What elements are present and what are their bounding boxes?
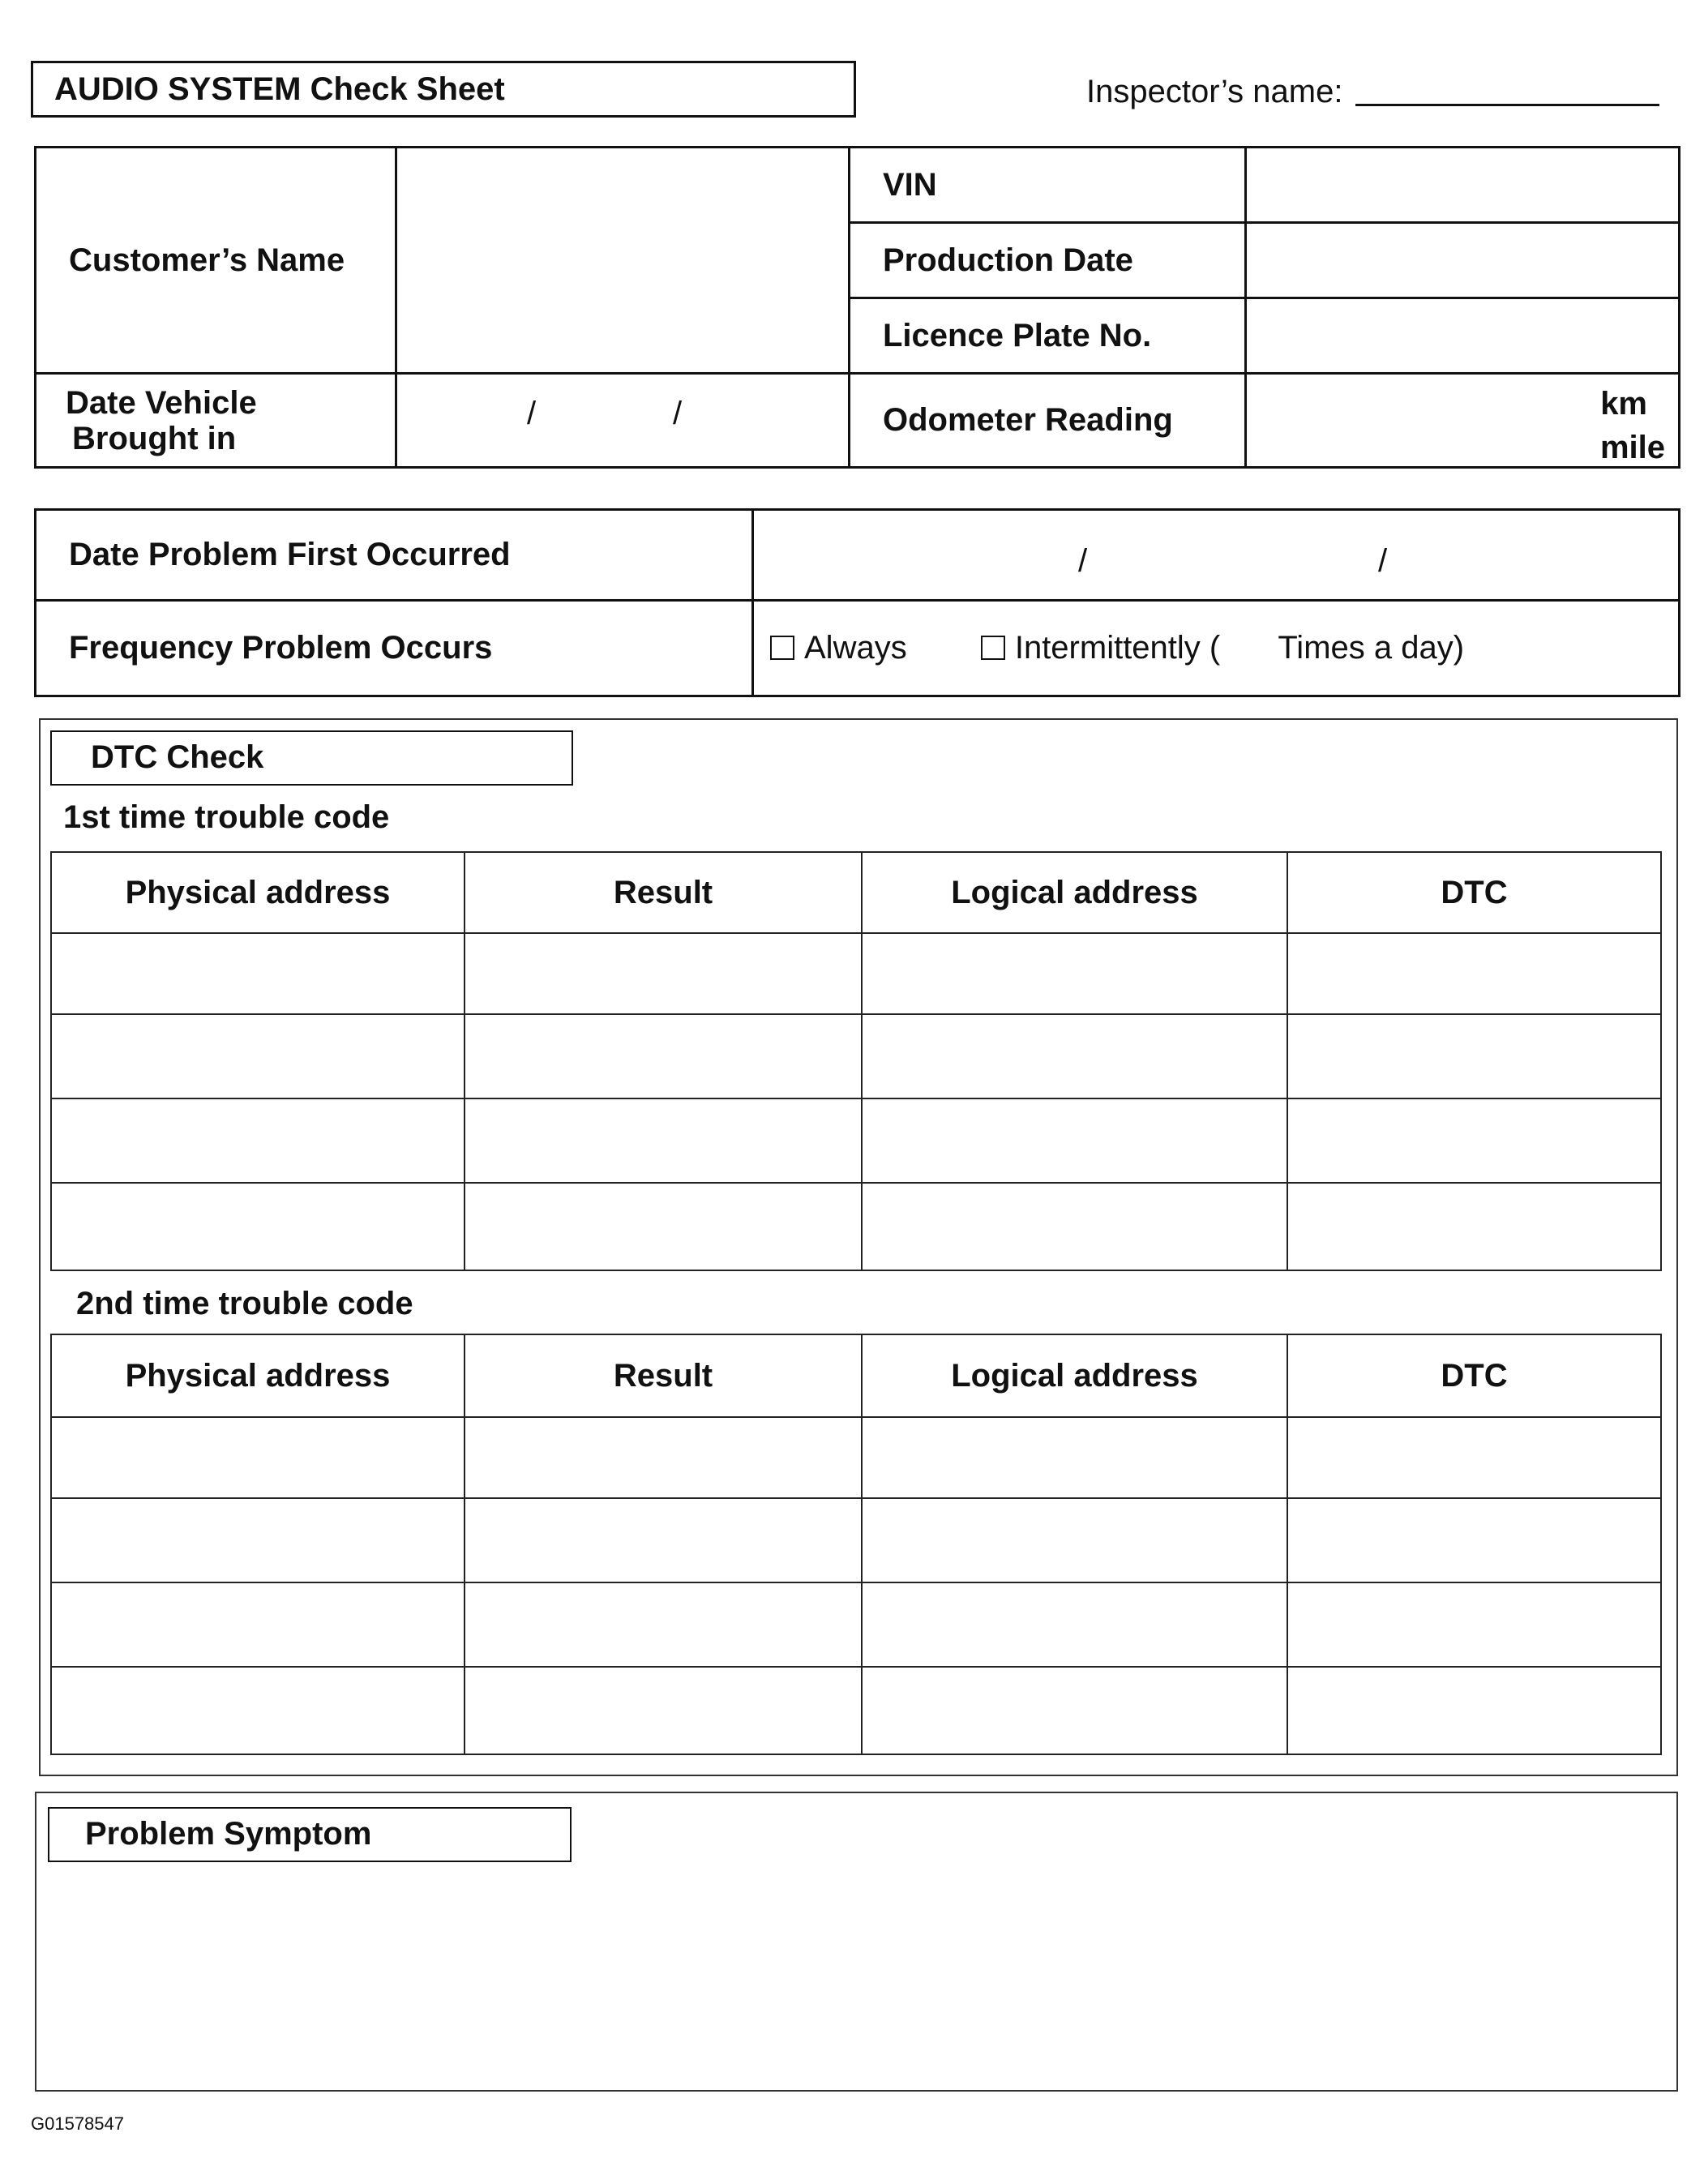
physical-address-cell[interactable] bbox=[51, 1667, 465, 1754]
odometer-field[interactable] bbox=[1246, 374, 1680, 468]
column-header-dtc: DTC bbox=[1287, 852, 1661, 933]
customer-name-field[interactable] bbox=[396, 148, 850, 374]
problem-symptom-field[interactable] bbox=[49, 1873, 1666, 2079]
result-cell[interactable] bbox=[465, 1417, 862, 1498]
vin-label: VIN bbox=[850, 148, 1246, 223]
date-first-occurred-label: Date Problem First Occurred bbox=[36, 510, 753, 601]
second-trouble-code-heading: 2nd time trouble code bbox=[76, 1286, 413, 1321]
logical-address-cell[interactable] bbox=[862, 1667, 1287, 1754]
date-separator: / bbox=[1378, 543, 1388, 579]
problem-symptom-label: Problem Symptom bbox=[48, 1807, 572, 1862]
physical-address-cell[interactable] bbox=[51, 1498, 465, 1582]
logical-address-cell[interactable] bbox=[862, 1582, 1287, 1667]
dtc-cell[interactable] bbox=[1287, 1582, 1661, 1667]
date-brought-in-field[interactable] bbox=[396, 374, 850, 468]
table-row bbox=[51, 1183, 1661, 1270]
odometer-label: Odometer Reading bbox=[850, 374, 1246, 468]
result-cell[interactable] bbox=[465, 933, 862, 1014]
intermittently-option[interactable] bbox=[981, 630, 1220, 666]
column-header-physical-address: Physical address bbox=[51, 1334, 465, 1417]
production-date-field[interactable] bbox=[1246, 223, 1680, 298]
result-cell[interactable] bbox=[465, 1498, 862, 1582]
table-row bbox=[51, 1098, 1661, 1183]
times-a-day-label: Times a day) bbox=[1278, 630, 1465, 666]
physical-address-cell[interactable] bbox=[51, 1183, 465, 1270]
date-brought-in-label-line2: Brought in bbox=[72, 420, 237, 456]
table-row bbox=[51, 1417, 1661, 1498]
physical-address-cell[interactable] bbox=[51, 1417, 465, 1498]
dtc-check-label: DTC Check bbox=[50, 730, 573, 786]
unit-mile: mile bbox=[1599, 430, 1665, 465]
licence-plate-field[interactable] bbox=[1246, 298, 1680, 374]
date-first-occurred-field[interactable] bbox=[753, 510, 1680, 601]
column-header-result: Result bbox=[465, 852, 862, 933]
physical-address-cell[interactable] bbox=[51, 1098, 465, 1183]
physical-address-cell[interactable] bbox=[51, 933, 465, 1014]
result-cell[interactable] bbox=[465, 1582, 862, 1667]
column-header-physical-address: Physical address bbox=[51, 852, 465, 933]
table-row bbox=[51, 1667, 1661, 1754]
date-brought-in-label-line1: Date Vehicle bbox=[66, 384, 257, 421]
table-row bbox=[51, 1014, 1661, 1098]
inspector-label: Inspector’s name: bbox=[1086, 74, 1343, 109]
logical-address-cell[interactable] bbox=[862, 1098, 1287, 1183]
always-option[interactable] bbox=[770, 630, 907, 666]
date-brought-in-label bbox=[36, 374, 396, 468]
unit-km: km bbox=[1600, 386, 1647, 422]
sheet-title: AUDIO SYSTEM Check Sheet bbox=[31, 61, 856, 118]
vehicle-info-table bbox=[34, 146, 1680, 469]
column-header-logical-address: Logical address bbox=[862, 852, 1287, 933]
dtc-cell[interactable] bbox=[1287, 1498, 1661, 1582]
vin-field[interactable] bbox=[1246, 148, 1680, 223]
figure-code: G01578547 bbox=[31, 2113, 124, 2134]
first-trouble-code-table bbox=[50, 851, 1662, 1271]
problem-info-table bbox=[34, 508, 1680, 697]
result-cell[interactable] bbox=[465, 1014, 862, 1098]
physical-address-cell[interactable] bbox=[51, 1014, 465, 1098]
intermittently-checkbox[interactable] bbox=[981, 636, 1005, 660]
dtc-cell[interactable] bbox=[1287, 1667, 1661, 1754]
dtc-cell[interactable] bbox=[1287, 933, 1661, 1014]
table-row bbox=[51, 933, 1661, 1014]
date-separator: / bbox=[527, 396, 537, 431]
column-header-logical-address: Logical address bbox=[862, 1334, 1287, 1417]
customer-name-label: Customer’s Name bbox=[36, 148, 396, 374]
column-header-dtc: DTC bbox=[1287, 1334, 1661, 1417]
table-header-row bbox=[51, 1334, 1661, 1417]
logical-address-cell[interactable] bbox=[862, 1183, 1287, 1270]
result-cell[interactable] bbox=[465, 1667, 862, 1754]
result-cell[interactable] bbox=[465, 1183, 862, 1270]
frequency-label: Frequency Problem Occurs bbox=[36, 601, 753, 696]
logical-address-cell[interactable] bbox=[862, 1014, 1287, 1098]
frequency-options bbox=[753, 601, 1680, 696]
second-trouble-code-table bbox=[50, 1334, 1662, 1755]
table-row bbox=[51, 1582, 1661, 1667]
production-date-label: Production Date bbox=[850, 223, 1246, 298]
result-cell[interactable] bbox=[465, 1098, 862, 1183]
dtc-cell[interactable] bbox=[1287, 1183, 1661, 1270]
inspector-name-field[interactable] bbox=[1355, 104, 1659, 106]
column-header-result: Result bbox=[465, 1334, 862, 1417]
table-header-row bbox=[51, 852, 1661, 933]
dtc-cell[interactable] bbox=[1287, 1417, 1661, 1498]
date-separator: / bbox=[1078, 543, 1088, 579]
always-checkbox[interactable] bbox=[770, 636, 794, 660]
table-row bbox=[51, 1498, 1661, 1582]
dtc-cell[interactable] bbox=[1287, 1014, 1661, 1098]
physical-address-cell[interactable] bbox=[51, 1582, 465, 1667]
always-label: Always bbox=[804, 630, 907, 666]
logical-address-cell[interactable] bbox=[862, 933, 1287, 1014]
licence-plate-label: Licence Plate No. bbox=[850, 298, 1246, 374]
date-separator: / bbox=[673, 396, 683, 431]
logical-address-cell[interactable] bbox=[862, 1417, 1287, 1498]
dtc-cell[interactable] bbox=[1287, 1098, 1661, 1183]
first-trouble-code-heading: 1st time trouble code bbox=[63, 799, 390, 835]
logical-address-cell[interactable] bbox=[862, 1498, 1287, 1582]
intermittently-label: Intermittently ( bbox=[1014, 630, 1221, 666]
